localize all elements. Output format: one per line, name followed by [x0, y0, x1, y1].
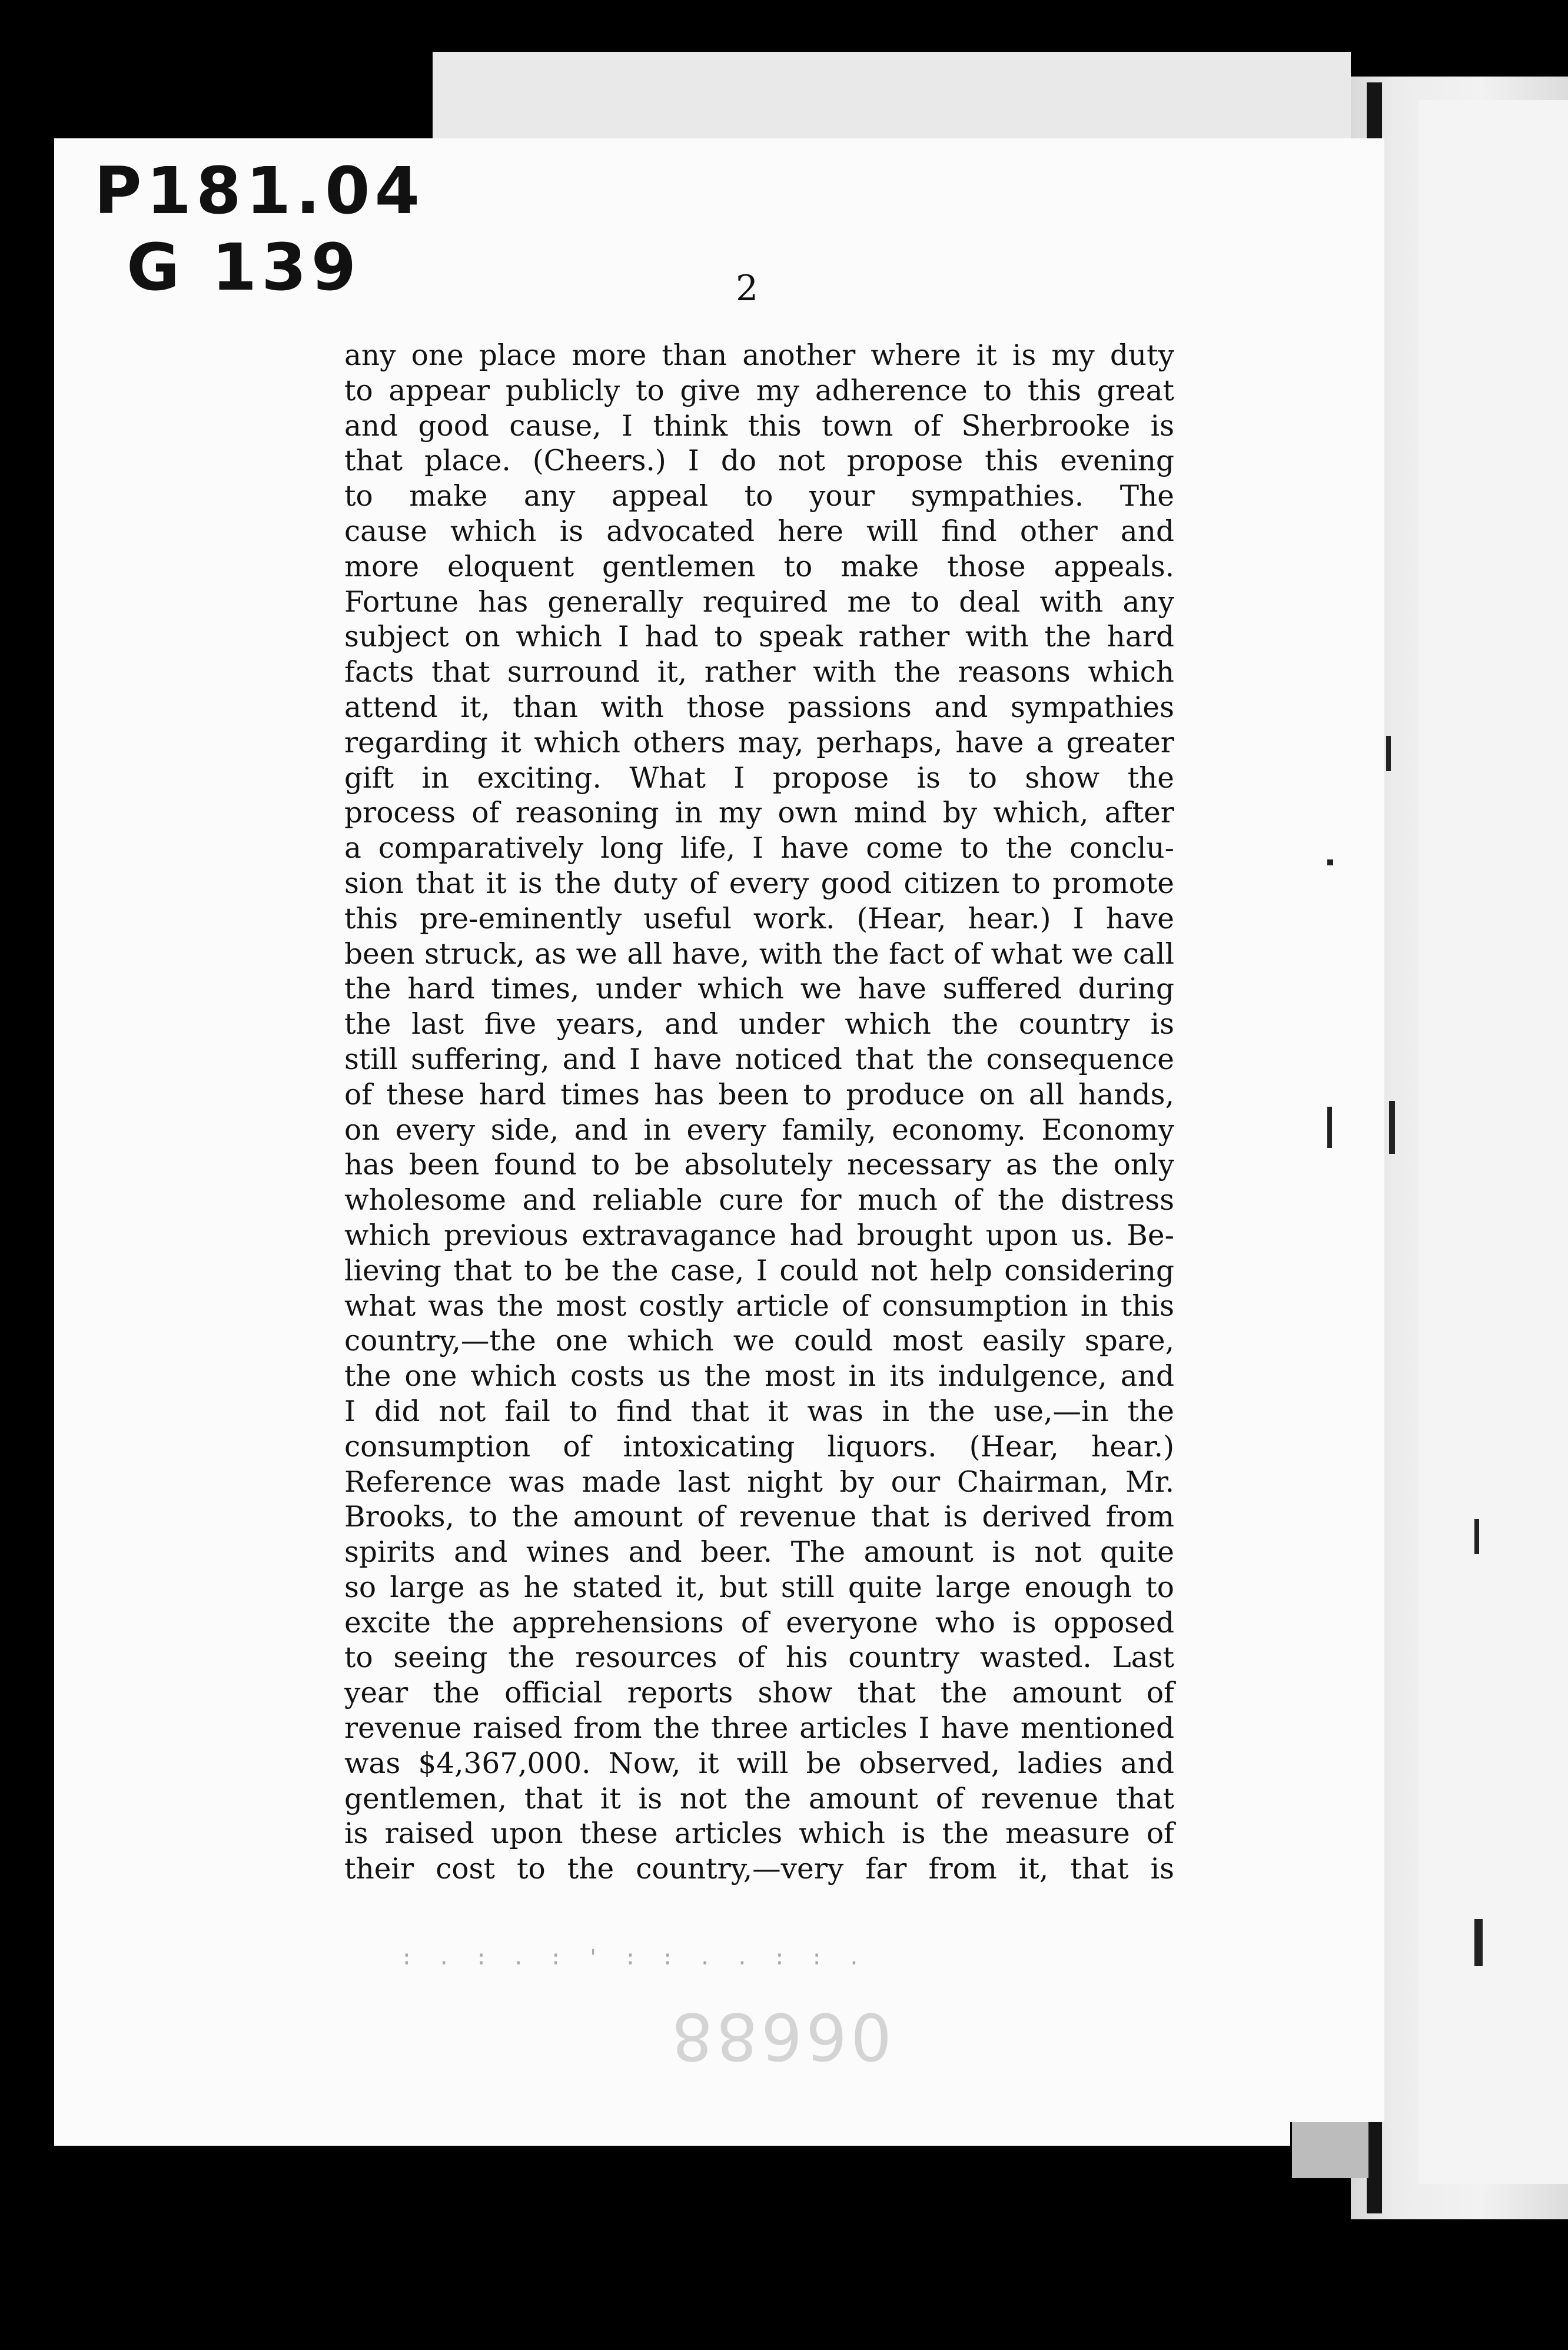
text-line: I did not fail to find that it was in the use,—in the [344, 1395, 1174, 1428]
text-line: so large as he stated it, but still quite large enough to [344, 1571, 1174, 1604]
document-page-bottom-edge [54, 2122, 1290, 2146]
speck [1389, 1101, 1395, 1154]
text-line: what was the most costly article of consumption in this [344, 1289, 1174, 1323]
text-line: process of reasoning in my own mind by which, after [344, 796, 1174, 830]
speck [1386, 736, 1391, 771]
text-line: their cost to the country,—very far from it, that is [344, 1853, 1174, 1886]
catalogue-mark-line1: P181.04 [94, 153, 425, 228]
text-line: cause which is advocated here will find other and [344, 515, 1174, 548]
text-line: to seeing the resources of his country wasted. Last [344, 1641, 1174, 1675]
text-line: spirits and wines and beer. The amount is not quite [344, 1536, 1174, 1569]
text-line: Brooks, to the amount of revenue that is derived from [344, 1501, 1174, 1534]
text-line: is raised upon these articles which is the measure of [344, 1817, 1174, 1851]
catalogue-mark-line2: G 139 [127, 230, 361, 305]
text-line: was $4,367,000. Now, it will be observed, ladies and [344, 1747, 1174, 1780]
text-line: still suffering, and I have noticed that the consequence [344, 1043, 1174, 1076]
text-line: which previous extravagance had brought upon us. Be- [344, 1219, 1174, 1252]
text-line: on every side, and in every family, economy. Economy [344, 1113, 1174, 1147]
text-line: Reference was made last night by our Chairman, Mr. [344, 1465, 1174, 1499]
text-line: lieving that to be the case, I could not help considering [344, 1254, 1174, 1287]
text-line: the last five years, and under which the country is [344, 1008, 1174, 1041]
text-line: gift in exciting. What I propose is to show the [344, 761, 1174, 795]
text-line: this pre-eminently useful work. (Hear, hear.) I have [344, 902, 1174, 935]
text-line: attend it, than with those passions and sympathies [344, 691, 1174, 724]
text-line: of these hard times has been to produce on all hands, [344, 1078, 1174, 1111]
text-line: to appear publicly to give my adherence to this great [344, 374, 1174, 407]
text-line: consumption of intoxicating liquors. (Hear, hear.) [344, 1430, 1174, 1463]
text-line: wholesome and reliable cure for much of the distress [344, 1184, 1174, 1217]
text-line: more eloquent gentlemen to make those appeals. [344, 550, 1174, 583]
text-line: gentlemen, that it is not the amount of revenue that [344, 1782, 1174, 1815]
page-number: 2 [736, 268, 759, 309]
text-line: that place. (Cheers.) I do not propose this evening [344, 444, 1174, 478]
speck [1327, 1107, 1332, 1148]
text-line: been struck, as we all have, with the fact of what we call [344, 937, 1174, 971]
bleed-through-stamp: 06688 [668, 1999, 892, 2074]
text-line: a comparatively long life, I have come to the conclu- [344, 832, 1174, 865]
text-line: subject on which I had to speak rather with the hard [344, 620, 1174, 654]
speck [1474, 1919, 1483, 1966]
text-line: revenue raised from the three articles I have mentioned [344, 1712, 1174, 1745]
text-line: to make any appeal to your sympathies. The [344, 480, 1174, 513]
text-line: year the official reports show that the amount of [344, 1677, 1174, 1710]
text-line: excite the apprehensions of everyone who is opposed [344, 1606, 1174, 1639]
text-line: any one place more than another where it is my duty [344, 339, 1174, 372]
text-line: the one which costs us the most in its indulgence, and [344, 1360, 1174, 1393]
text-line: country,—the one which we could most easily spare, [344, 1325, 1174, 1358]
text-line: the hard times, under which we have suffered during [344, 972, 1174, 1006]
body-text [344, 338, 1174, 1887]
text-line: Fortune has generally required me to deal with any [344, 585, 1174, 619]
text-line: sion that it is the duty of every good citizen to promote [344, 867, 1174, 900]
text-line: regarding it which others may, perhaps, have a greater [344, 726, 1174, 759]
adjacent-leaf [1418, 100, 1568, 2184]
text-line: and good cause, I think this town of Sherbrooke is [344, 409, 1174, 443]
speck [1474, 1519, 1479, 1554]
text-line: facts that surround it, rather with the reasons which [344, 656, 1174, 689]
bleed-through-dots: : . : . : ' : : . . : : . [400, 1946, 866, 1970]
speck [1327, 859, 1333, 865]
text-line: has been found to be absolutely necessary as the only [344, 1149, 1174, 1182]
